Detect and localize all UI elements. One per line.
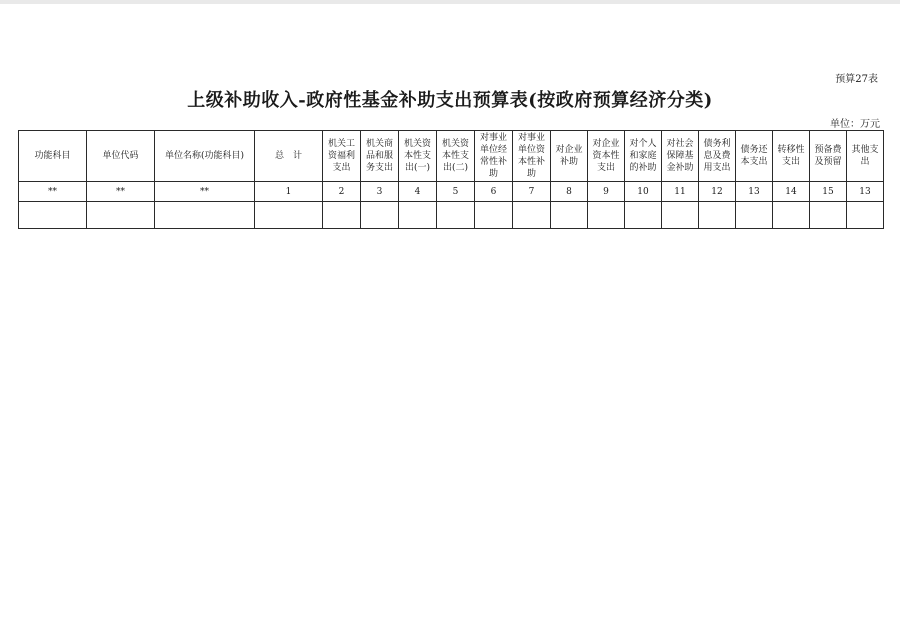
header-cell: 债务利息及费用支出 (699, 131, 736, 182)
unit-label: 单位：万元 (830, 119, 880, 130)
table-cell: 3 (361, 182, 399, 202)
budget-table (18, 130, 884, 229)
table-cell: 15 (810, 182, 847, 202)
table-cell: 14 (773, 182, 810, 202)
table-cell (513, 202, 551, 229)
header-cell: 总 计 (255, 131, 323, 182)
table-cell: ** (19, 182, 87, 202)
header-cell: 预备费及预留 (810, 131, 847, 182)
table-cell (736, 202, 773, 229)
header-cell: 对企业资本性支出 (588, 131, 625, 182)
table-cell: 4 (399, 182, 437, 202)
scan-top-edge (0, 0, 900, 4)
header-cell: 其他支出 (847, 131, 884, 182)
header-cell: 对企业补助 (551, 131, 588, 182)
table-cell (255, 202, 323, 229)
header-cell: 单位代码 (87, 131, 155, 182)
header-cell: 单位名称(功能科目) (155, 131, 255, 182)
table-cell (847, 202, 884, 229)
table-cell (773, 202, 810, 229)
table-cell: 12 (699, 182, 736, 202)
table-row (19, 202, 884, 229)
table-cell (155, 202, 255, 229)
table-cell (323, 202, 361, 229)
table-cell (551, 202, 588, 229)
header-cell: 对社会保障基金补助 (662, 131, 699, 182)
table-cell: 10 (625, 182, 662, 202)
header-cell: 机关资本性支出(二) (437, 131, 475, 182)
table-cell (361, 202, 399, 229)
header-cell: 对个人和家庭的补助 (625, 131, 662, 182)
table-cell (662, 202, 699, 229)
table-cell (588, 202, 625, 229)
table-cell: 2 (323, 182, 361, 202)
header-cell: 机关商品和服务支出 (361, 131, 399, 182)
table-cell (810, 202, 847, 229)
table-cell: 7 (513, 182, 551, 202)
table-cell (625, 202, 662, 229)
table-cell: 5 (437, 182, 475, 202)
header-cell: 功能科目 (19, 131, 87, 182)
form-code: 预算27表 (835, 74, 878, 85)
table-cell: 11 (662, 182, 699, 202)
table-cell: ** (155, 182, 255, 202)
table-cell (19, 202, 87, 229)
table-cell: 9 (588, 182, 625, 202)
table-cell: 1 (255, 182, 323, 202)
table-cell: 13 (847, 182, 884, 202)
header-cell: 对事业单位经常性补助 (475, 131, 513, 182)
document-title: 上级补助收入-政府性基金补助支出预算表(按政府预算经济分类) (187, 90, 713, 111)
header-cell: 债务还本支出 (736, 131, 773, 182)
table-cell (475, 202, 513, 229)
header-cell: 机关工资福利支出 (323, 131, 361, 182)
header-row (19, 131, 884, 182)
header-cell: 机关资本性支出(一) (399, 131, 437, 182)
table-cell (399, 202, 437, 229)
table-cell (699, 202, 736, 229)
header-cell: 转移性支出 (773, 131, 810, 182)
column-index-row (19, 182, 884, 202)
table-cell: 6 (475, 182, 513, 202)
header-cell: 对事业单位资本性补助 (513, 131, 551, 182)
table-cell: 8 (551, 182, 588, 202)
table-cell (437, 202, 475, 229)
table-cell: ** (87, 182, 155, 202)
table-cell: 13 (736, 182, 773, 202)
table-cell (87, 202, 155, 229)
